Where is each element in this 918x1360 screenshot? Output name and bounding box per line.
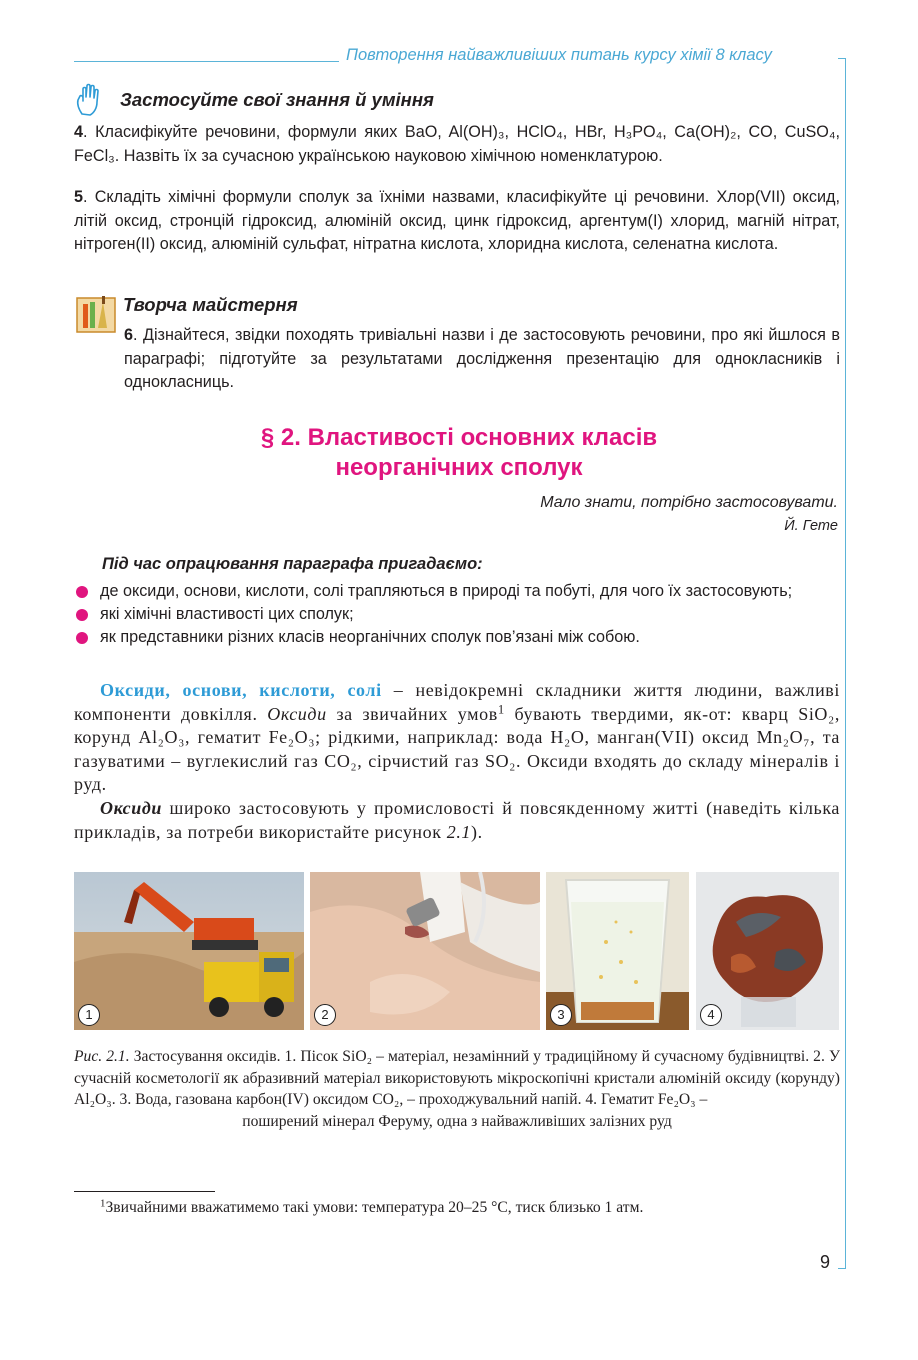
bullet-dot-icon [76, 609, 88, 621]
bullet-dot-icon [76, 632, 88, 644]
photo-label-4: 4 [700, 1004, 722, 1026]
body-paragraph-2: Оксиди широко застосовують у промисловості й повсякденному житті (наведіть кілька прикладів, за потреби використайте рисунок 2.1). [74, 798, 840, 842]
footnote [74, 1197, 840, 1219]
key-term-classes: Оксиди, основи, кислоти, солі [100, 680, 382, 700]
craft-tools-icon [76, 294, 116, 334]
task-6-number: 6 [124, 326, 134, 344]
footnote-text: Звичайними вважатимемо такі умови: температура 20–25 °C, тиск близько 1 атм. [105, 1199, 644, 1216]
photo-label-3: 3 [550, 1004, 572, 1026]
task-6-text: . Дізнайтеся, звідки походять тривіальні назви і де застосовують речовини, про які йшлося в параграфі; підготуйте за результатами дослідження презентацію для однокласників і однокласниць. [124, 326, 840, 391]
task-5 [74, 186, 840, 257]
figure-caption-prefix: Рис. 2.1. [74, 1048, 130, 1065]
bullet-dot-icon [76, 586, 88, 598]
header-rule [74, 61, 339, 62]
recall-item: як представники різних класів неорганічних сполук пов’язані між собою. [74, 626, 840, 649]
hand-icon [72, 82, 108, 118]
recall-item: де оксиди, основи, кислоти, солі трапляються в природі та побуті, для чого їх застосовують; [74, 580, 840, 603]
footnote-rule [74, 1191, 215, 1192]
body-paragraph-1: Оксиди, основи, кислоти, солі – невідокремні складники життя людини, важливі компоненти довкілля. Оксиди за звичайних умов$^1$ бувають твердими, як-от: кварц SiO₂, корунд Al₂O₃, гематит Fe₂O₃; рідкими, наприклад: вода H₂O, манган(VII) оксид Mn₂O₇, та газуватими – вуглекислий газ CO₂, сірчистий газ SO₂. Оксиди входять до складу мінералів і руд. [74, 680, 841, 794]
epigraph-author: Й. Гете [784, 518, 838, 534]
figure-caption-last-line: поширений мінерал Феруму, одна з найважливіших залізних руд [242, 1112, 672, 1130]
photo-sparkling-water [546, 872, 689, 1030]
page-number: 9 [820, 1252, 831, 1272]
photo-label-1: 1 [78, 1004, 100, 1026]
photo-sand-excavator [74, 872, 304, 1030]
paragraph-title-line-2: неорганічних сполук [335, 454, 583, 481]
creative-section-title: Творча майстерня [123, 294, 298, 315]
footnote-mark: 1 [100, 1197, 106, 1210]
task-4 [74, 121, 840, 168]
footnote-ref: 1 [497, 702, 505, 717]
recall-title: Під час опрацювання параграфа пригадаємо: [102, 555, 483, 573]
apply-section-title: Застосуйте свої знання й уміння [120, 89, 434, 110]
running-header: Повторення найважливіших питань курсу хімії 8 класу [346, 46, 772, 64]
task-5-number: 5 [74, 188, 84, 206]
photo-label-2: 2 [314, 1004, 336, 1026]
recall-item: які хімічні властивості цих сполук; [74, 603, 840, 626]
paragraph-title-line-1: § 2. Властивості основних класів [260, 424, 658, 451]
margin-rule [845, 58, 846, 1268]
recall-list [74, 580, 840, 649]
photo-hematite [696, 872, 839, 1030]
task-4-number: 4 [74, 123, 84, 141]
figure-caption [74, 1046, 840, 1132]
figure-caption-text: Застосування оксидів. 1. Пісок SiO₂ – матеріал, незамінний у традиційному й сучасному будівництві. 2. У сучасній косметології як абразивний матеріал використовують мікроскопічні кристали алюміній оксиду (корунду) Al₂O₃. 3. Вода, газована карбон(IV) оксидом CO₂, – проходжувальний напій. 4. Гематит Fe₂O₃ – [74, 1048, 840, 1108]
margin-tick-bottom [838, 1268, 846, 1269]
task-5-text: . Складіть хімічні формули сполук за їхніми назвами, класифікуйте ці речовини. Хлор(VII) оксид, літій оксид, стронцій гідроксид, алюміній оксид, цинк гідроксид, аргентум(I) хлорид, магній нітрат, нітроген(II) оксид, алюміній сульфат, нітратна кислота, хлоридна кислота, селенатна кислота. [74, 188, 840, 253]
epigraph: Мало знати, потрібно застосовувати. [540, 494, 838, 511]
task-4-text: . Класифікуйте речовини, формули яких BaO, Al(OH)₃, HClO₄, HBr, H₃PO₄, Ca(OH)₂, CO, CuSO₄, FeCl₃. Назвіть їх за сучасною українською науковою хімічною номенклатурою. [74, 123, 840, 165]
photo-cosmetology [310, 872, 540, 1030]
task-6 [124, 324, 840, 395]
key-term-oxides: Оксиди [100, 798, 162, 818]
